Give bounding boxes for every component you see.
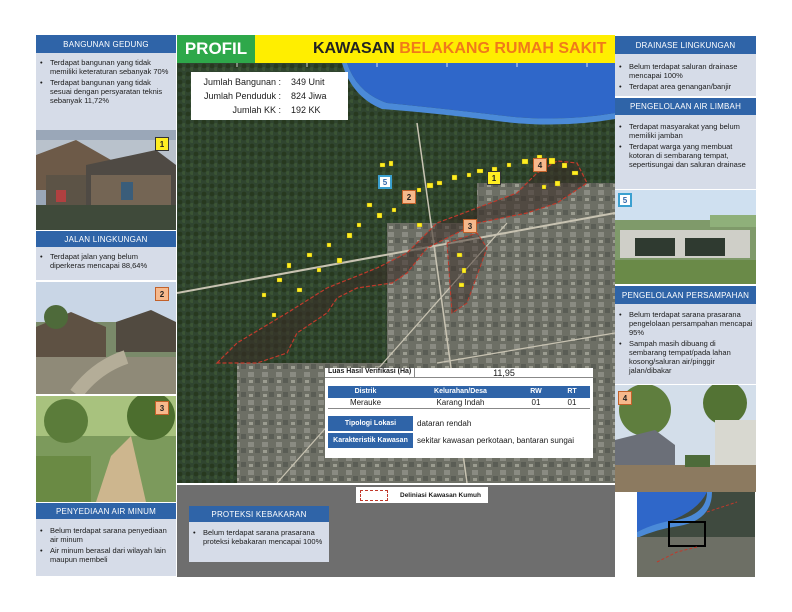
title-bar [177,35,615,63]
photo-badge: 3 [155,401,169,415]
stat-label: Jumlah Bangunan : [203,77,281,87]
legend-label: Deliniasi Kawasan Kumuh [400,491,481,499]
title-part2: BELAKANG RUMAH SAKIT [399,40,607,57]
drainase-list [617,62,754,93]
map-badge: 4 [533,158,547,172]
map-badge: 3 [463,219,477,233]
map-legend [356,487,488,503]
table-row [328,398,590,409]
photo-5 [615,190,756,284]
bangunan-list [38,58,174,107]
kebakaran-item: • Belum terdapat sarana prasarana proteksi kebakaran mencapai 100% [191,528,327,546]
verification-table [325,368,593,458]
cell-kelurahan: Karang Indah [436,398,485,407]
bangunan-item: • Terdapat bangunan yang tidak sesuai dengan persyaratan teknis sebanyak 11,72% [38,78,174,105]
stats-box [191,72,348,120]
title-part1: KAWASAN [313,40,400,57]
page-title [313,40,606,58]
col-header: Kelurahan/Desa [434,388,487,395]
tipologi-row [328,416,593,431]
legend-swatch [360,490,388,501]
col-header: RW [530,388,542,395]
sampah-header: PENGELOLAAN PERSAMPAHAN [615,286,756,304]
airminum-item: • Air minum berasal dari wilayah lain maupun membeli [38,546,174,564]
photo-4 [615,385,756,492]
photo-badge: 4 [618,391,632,405]
stat-label: Jumlah KK : [232,105,281,115]
karakter-row [328,433,593,448]
jalan-list [38,252,174,272]
jalan-header: JALAN LINGKUNGAN [36,231,176,247]
limbah-list [617,122,754,171]
sampah-item: • Belum terdapat sarana prasarana pengelolaan persampahan mencapai 95% [617,310,754,337]
jalan-item: • Terdapat jalan yang belum diperkeras mencapai 88,64% [38,252,174,270]
stat-bangunan [195,75,344,89]
photo-badge: 5 [618,193,632,207]
tipologi-label: Tipologi Lokasi [328,416,413,431]
luas-value: 11,95 [493,368,515,378]
limbah-item: • Terdapat masyarakat yang belum memiliki jamban [617,122,754,140]
luas-label: Luas Hasil Verifikasi (Ha) [325,368,415,377]
sampah-item: • Sampah masih dibuang di sembarang tempat/pada lahan kosong/saluran air/pinggir jalan/dibakar [617,339,754,375]
stat-value: 192 KK [291,105,321,115]
cell-rw: 01 [531,398,541,407]
airminum-list [38,526,174,566]
sampah-list [617,310,754,377]
bangunan-header: BANGUNAN GEDUNG [36,35,176,53]
airminum-item: • Belum terdapat sarana penyediaan air minum [38,526,174,544]
location-inset-map [637,492,755,577]
airminum-header: PENYEDIAAN AIR MINUM [36,503,176,519]
stat-value: 349 Unit [291,77,325,87]
kebakaran-list [191,528,327,548]
tipologi-value: dataran rendah [417,419,472,428]
drainase-item: • Terdapat area genangan/banjir [617,82,754,91]
karakter-value: sekitar kawasan perkotaan, bantaran sungai [417,436,574,445]
photo-badge: 2 [155,287,169,301]
drainase-item: • Belum terdapat saluran drainase mencapai 100% [617,62,754,80]
photo-badge: 1 [155,137,169,151]
map-badge: 2 [402,190,416,204]
stat-label: Jumlah Penduduk : [203,91,281,101]
stat-value: 824 Jiwa [291,91,327,101]
kebakaran-header: PROTEKSI KEBAKARAN [189,506,329,522]
col-header: Distrik [354,388,377,395]
cell-distrik: Merauke [349,398,382,407]
stat-penduduk [195,89,344,103]
karakter-label: Karakteristik Kawasan [328,433,413,448]
map-badge: 5 [378,175,392,189]
limbah-item: • Terdapat warga yang membuat kotoran di sembarang tempat, sepertisungai dan saluran drainase [617,142,754,169]
map-badge: 1 [487,171,501,185]
limbah-header: PENGELOLAAN AIR LIMBAH [615,98,756,115]
title-profil: PROFIL [177,35,255,63]
stat-kk [195,103,344,117]
col-header: RT [567,388,577,395]
cell-rt: 01 [567,398,577,407]
table-header [328,386,590,398]
luas-row [325,368,593,378]
drainase-header: DRAINASE LINGKUNGAN [615,36,756,54]
bangunan-item: • Terdapat bangunan yang tidak memiliki keteraturan sebanyak 70% [38,58,174,76]
